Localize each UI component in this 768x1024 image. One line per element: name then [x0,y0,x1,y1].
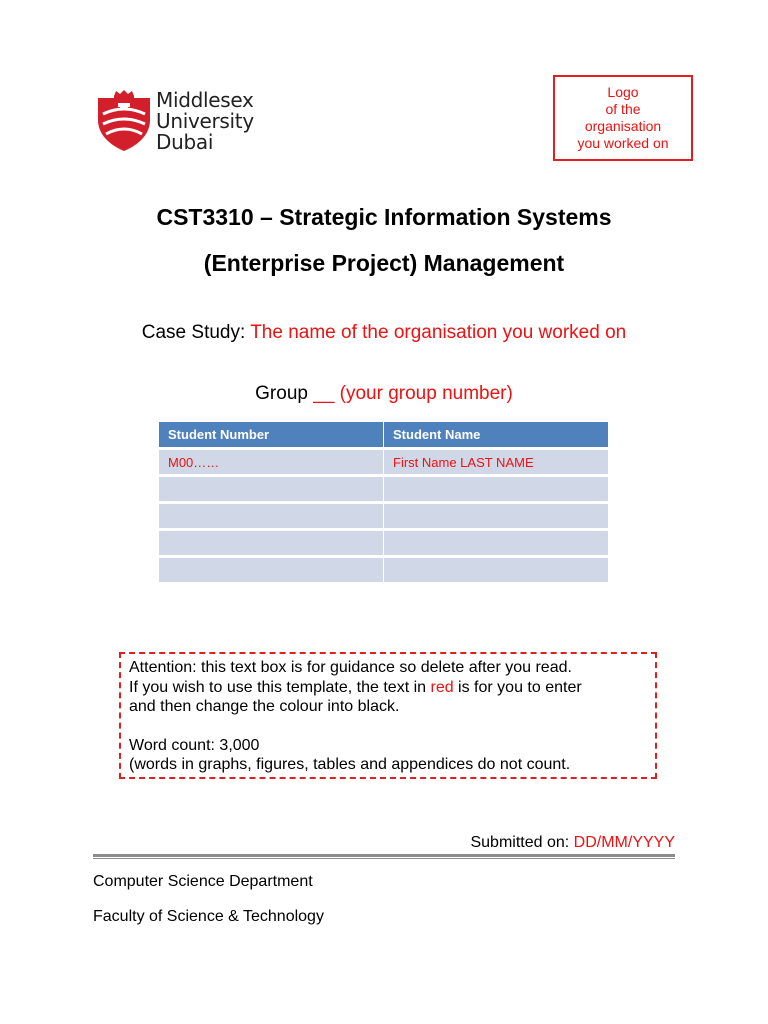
group-line [0,383,768,405]
document-title-line-2: (Enterprise Project) Management [203,250,565,276]
table-row [159,501,608,528]
divider-line [93,854,675,857]
attention-line-2-end: is for you to enter [453,678,582,696]
cell-student-name[interactable] [384,555,608,582]
cell-student-number[interactable] [159,501,384,528]
attention-line-1: Attention: this text box is for guidance so delete after you read. [129,659,572,676]
university-name-line-3: Dubai [156,130,214,154]
cell-student-number[interactable] [159,555,384,582]
attention-red-word: red [430,678,454,696]
case-study-label: Case Study: [141,322,251,343]
cell-student-name[interactable] [384,501,608,528]
university-name [156,90,254,153]
cell-student-name[interactable] [384,474,608,501]
cell-student-number[interactable] [159,528,384,555]
placeholder-line-4: you worked on [577,135,669,151]
guidance-text-box[interactable] [119,652,657,779]
students-table [159,422,608,582]
case-study-value: The name of the organisation you worked on [250,322,627,343]
shield-crest-icon [96,90,152,152]
submitted-on-line [470,834,675,852]
attention-line-3: and then change the colour into black. [129,698,400,715]
attention-line-2 [129,678,647,698]
placeholder-line-2: of the [605,101,641,117]
faculty-name: Faculty of Science & Technology [93,908,324,925]
submitted-label: Submitted on: [470,834,574,851]
university-name-line-2: University [156,109,254,133]
document-title-line-1: CST3310 – Strategic Information Systems [156,204,612,230]
department-name: Computer Science Department [93,873,313,890]
table-row [159,474,608,501]
case-study-line [0,322,768,344]
cell-student-name[interactable] [384,528,608,555]
placeholder-line-1: Logo [607,84,639,100]
header-student-name: Student Name [384,422,608,447]
word-count: Word count: 3,000 [129,736,260,754]
university-logo [96,90,256,152]
organisation-logo-placeholder [553,75,693,161]
group-value: __ (your group number) [313,383,513,404]
cell-student-number[interactable] [159,474,384,501]
cell-student-number[interactable]: M00…… [159,447,384,474]
header-student-number: Student Number [159,422,384,447]
university-name-line-1: Middlesex [156,88,254,112]
attention-line-2-start: If you wish to use this template, the text in [129,678,431,696]
divider-line-thin [93,858,675,859]
word-count-note: (words in graphs, figures, tables and appendices do not count. [129,756,571,773]
table-row [159,555,608,582]
table-header-row [159,422,608,447]
table-row [159,447,608,474]
cell-student-name[interactable]: First Name LAST NAME [384,447,608,474]
group-label: Group [255,383,314,404]
table-row [159,528,608,555]
submitted-date: DD/MM/YYYY [573,834,675,851]
placeholder-line-3: organisation [584,118,662,134]
